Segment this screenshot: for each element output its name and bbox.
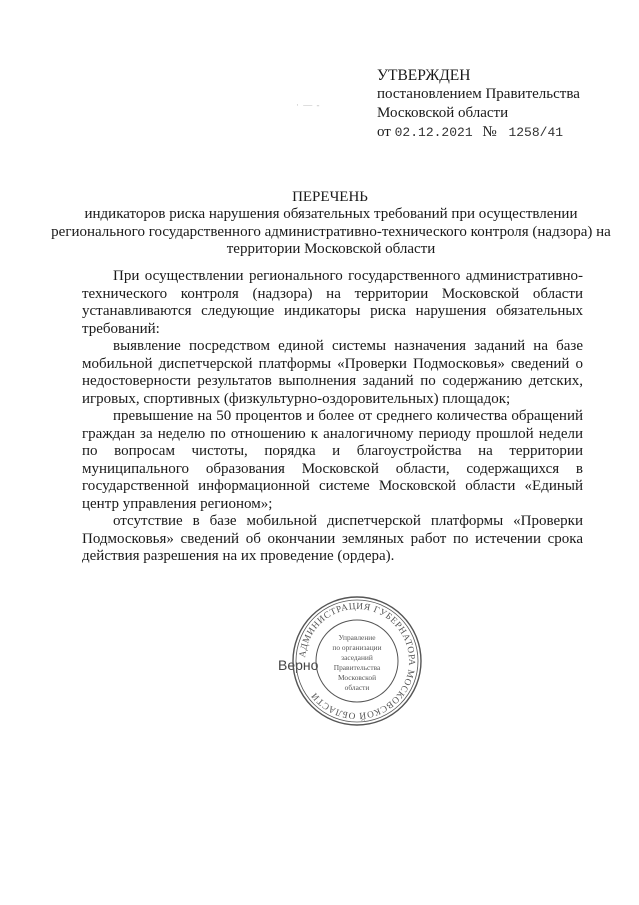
number-label: № bbox=[482, 124, 497, 140]
paragraph-indicator-1: выявление посредством единой системы назначения заданий на базе мобильной диспетчерской платформы «Проверки Подмосковья» сведений о недостоверности результатов выполнения заданий по содержанию детских, игровых, спортивных (физкультурно-оздоровительных) площадок; bbox=[82, 338, 583, 407]
paragraph-indicator-2: превышение на 50 процентов и более от среднего количества обращений граждан за неделю по отношению к аналогичному периоду прошлой недели по вопросам чистоты, порядка и благоустройства на территории муниципального образования Московской области, содержащихся в государственной информационной системе Московской области «Единый центр управления регионом»; bbox=[82, 408, 583, 512]
stamp-inner-line: по организации bbox=[332, 643, 382, 652]
stamp-inner-line: Московской bbox=[337, 673, 377, 682]
document-title: ПЕРЕЧЕНЬ bbox=[292, 189, 368, 205]
approval-title: УТВЕРЖДЕН bbox=[377, 67, 471, 84]
stamp-inner-line: области bbox=[344, 683, 370, 692]
stamp-inner-line: заседаний bbox=[341, 653, 373, 662]
approval-date-line bbox=[377, 123, 617, 142]
from-label: от bbox=[377, 124, 391, 140]
certification-label: Верно bbox=[278, 657, 319, 673]
paragraph-indicator-3: отсутствие в базе мобильной диспетчерской платформы «Проверки Подмосковья» сведений об окончании земляных работ по истечении срока действия разрешения на их проведение (ордера). bbox=[82, 513, 583, 564]
scan-artifact: · — - bbox=[296, 100, 321, 110]
official-stamp bbox=[290, 594, 424, 728]
approval-date: 02.12.2021 bbox=[394, 125, 473, 140]
stamp-seal-icon bbox=[290, 594, 424, 728]
paragraph-intro: При осуществлении регионального государственного административно-технического контроля (надзора) на территории Московской области устанавливаются следующие индикаторы риска нарушения обязательных требований: bbox=[82, 268, 583, 337]
approval-line-1: постановлением Правительства bbox=[377, 86, 580, 102]
document-body bbox=[82, 268, 583, 566]
stamp-inner-line: Правительства bbox=[333, 663, 381, 672]
approval-block bbox=[377, 66, 617, 142]
approval-line-2: Московской области bbox=[377, 105, 509, 121]
stamp-inner-line: Управление bbox=[338, 633, 376, 642]
approval-number: 1258/41 bbox=[508, 125, 564, 140]
stamp-ring-text: АДМИНИСТРАЦИЯ ГУБЕРНАТОРА МОСКОВСКОЙ ОБЛАСТИ bbox=[298, 601, 417, 721]
document-subtitle: индикаторов риска нарушения обязательных требований при осуществлении регионального государственного административно-технического контроля (надзора) на территории Московской области bbox=[51, 206, 611, 258]
